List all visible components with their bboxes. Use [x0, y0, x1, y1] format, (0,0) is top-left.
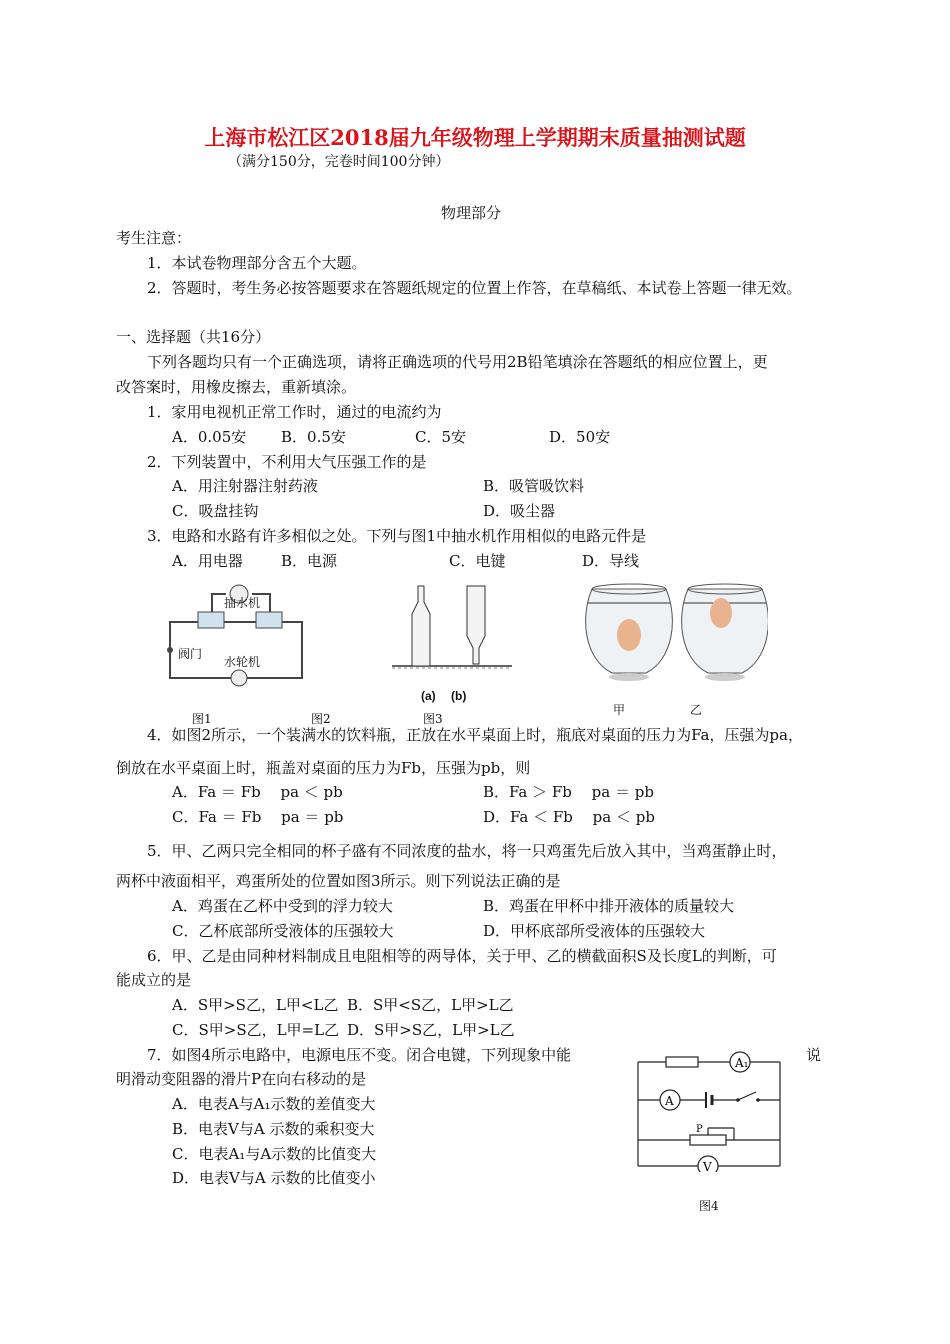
question-stem: 明滑动变阻器的滑片P在向右移动的是	[116, 1070, 367, 1088]
fig4-slider-label: P	[696, 1124, 703, 1135]
option-b: B．0.5安	[281, 428, 346, 446]
question-stem-tail: 说	[806, 1046, 822, 1064]
option-d: D．电表V与A 示数的比值变小	[172, 1169, 376, 1187]
figure-caption: 图3	[423, 712, 443, 726]
figure-caption: 图4	[699, 1199, 719, 1213]
option-b: B．S甲<S乙，L甲>L乙	[347, 996, 514, 1014]
option-b: B．电表V与A 示数的乘积变大	[172, 1120, 375, 1138]
figure-3-eggs	[578, 577, 768, 685]
fig4-ammeter-a1-label: A₁	[735, 1056, 749, 1070]
notice-heading: 考生注意：	[116, 229, 192, 247]
question-stem: 3．电路和水路有许多相似之处。下列与图1中抽水机作用相似的电路元件是	[147, 527, 647, 545]
question-stem: 两杯中液面相平，鸡蛋所处的位置如图3所示。则下列说法正确的是	[116, 872, 561, 890]
option-c: C．吸盘挂钩	[172, 502, 259, 520]
question-stem: 1．家用电视机正常工作时，通过的电流约为	[147, 403, 442, 421]
question-stem: 倒放在水平桌面上时，瓶盖对桌面的压力为Fb，压强为pb，则	[116, 759, 531, 777]
part-intro: 下列各题均只有一个正确选项，请将正确选项的代号用2B铅笔填涂在答题纸的相应位置上，更	[147, 353, 768, 371]
subtitle: （满分150分，完卷时间100分钟）	[228, 154, 450, 170]
option-a: A．0.05安	[172, 428, 247, 446]
fig1-turbine-label: 水轮机	[224, 655, 261, 669]
option-c: C．电表A₁与A示数的比值变大	[172, 1145, 377, 1163]
fig4-ammeter-a-label: A	[665, 1094, 674, 1108]
notice-item: 2．答题时，考生务必按答题要求在答题纸规定的位置上作答，在草稿纸、本试卷上答题一律无效。	[147, 279, 802, 297]
option-c: C．S甲>S乙，L甲=L乙	[172, 1021, 340, 1039]
option-b: B．吸管吸饮料	[483, 477, 585, 495]
option-c: C．5安	[415, 428, 467, 446]
fig4-voltmeter-label: V	[703, 1160, 712, 1172]
option-a: A．Fa ＝ Fb pa ＜ pb	[172, 783, 343, 801]
question-stem: 能成立的是	[116, 971, 192, 989]
notice-item: 1．本试卷物理部分含五个大题。	[147, 254, 367, 272]
question-stem: 4．如图2所示，一个装满水的饮料瓶，正放在水平桌面上时，瓶底对桌面的压力为Fa，压强为pa，	[147, 726, 803, 744]
option-a: A．鸡蛋在乙杯中受到的浮力较大	[172, 897, 393, 915]
fig1-valve-label: 阀门	[178, 647, 203, 661]
fig3-yi-label: 乙	[690, 703, 703, 717]
option-d: D．S甲>S乙，L甲>L乙	[347, 1021, 515, 1039]
figure-2-bottles	[392, 578, 512, 670]
option-d: D．Fa ＜ Fb pa ＜ pb	[483, 808, 655, 826]
question-stem: 7．如图4所示电路中，电源电压不变。闭合电键，下列现象中能	[147, 1046, 572, 1064]
option-c: C．电键	[449, 552, 506, 570]
option-d: D．50安	[549, 428, 611, 446]
figure-caption: 图2	[311, 712, 331, 726]
fig3-jia-label: 甲	[613, 703, 626, 717]
option-a: A．用注射器注射药液	[172, 477, 318, 495]
option-a: A．电表A与A₁示数的差值变大	[172, 1095, 376, 1113]
question-stem: 6．甲、乙是由同种材料制成且电阻相等的两导体，关于甲、乙的横截面积S及长度L的判断，可	[147, 947, 777, 965]
question-stem: 5．甲、乙两只完全相同的杯子盛有不同浓度的盐水，将一只鸡蛋先后放入其中，当鸡蛋静止时，	[147, 842, 787, 860]
option-a: A．用电器	[172, 552, 243, 570]
figure-4-circuit	[634, 1048, 784, 1172]
part-heading: 一、选择题（共16分）	[116, 328, 271, 346]
fig2-ab-label: (a) (b)	[421, 689, 467, 703]
figure-caption: 图1	[192, 712, 212, 726]
option-a: A．S甲>S乙，L甲<L乙	[172, 996, 339, 1014]
option-d: D．甲杯底部所受液体的压强较大	[483, 922, 706, 940]
option-d: D．导线	[582, 552, 640, 570]
option-b: B．电源	[281, 552, 338, 570]
option-d: D．吸尘器	[483, 502, 556, 520]
fig1-pump-label: 抽水机	[224, 596, 261, 610]
question-stem: 2．下列装置中，不利用大气压强工作的是	[147, 453, 427, 471]
option-c: C．乙杯底部所受液体的压强较大	[172, 922, 394, 940]
section-heading: 物理部分	[441, 204, 502, 222]
option-b: B．鸡蛋在甲杯中排开液体的质量较大	[483, 897, 735, 915]
part-intro: 改答案时，用橡皮擦去，重新填涂。	[116, 378, 357, 396]
option-c: C．Fa ＝ Fb pa ＝ pb	[172, 808, 344, 826]
page-title: 上海市松江区2018届九年级物理上学期期末质量抽测试题	[204, 125, 746, 150]
option-b: B．Fa ＞ Fb pa ＝ pb	[483, 783, 654, 801]
